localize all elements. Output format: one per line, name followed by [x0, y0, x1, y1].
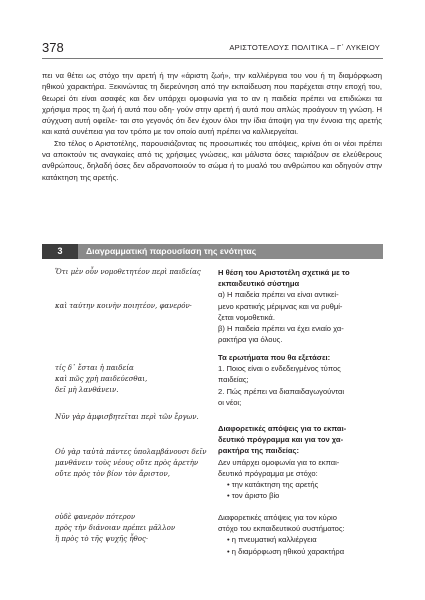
greek-passage-4	[55, 412, 220, 423]
greek-line: ἢ πρὸς τὸ τῆς ψυχῆς ἦθος·	[55, 535, 149, 543]
text-line: όσες ταιριάζουν σε ελεύθερους ανθρώπους, δηλαδή όσες δεν αδρανοποιούν το	[42, 150, 383, 171]
text-line: κατά συνέπεια για τον τρόπο με τον οποίο αυτή πρέπει να καλλιεργείται.	[54, 127, 299, 137]
page-number: 378	[42, 40, 64, 55]
bullet-text: η πνευματική καλλιέργεια	[231, 535, 317, 545]
bullet-item: • η διαμόρφωση ηθικού χαρακτήρα	[227, 546, 345, 556]
running-title: ΑΡΙΣΤΟΤΕΛΟΥΣ ΠΟΛΙΤΙΚΑ – Γ΄ ΛΥΚΕΙΟΥ	[229, 43, 380, 52]
commentary-line: μενο κρατικής μέριμνας και να ρυθμί-	[218, 301, 343, 311]
section-number: 3	[42, 244, 78, 259]
text-line: ότι οι νέοι πρέπει να αποκτούν τις αναγκαίες από τις χρήσιμες γνώσεις, και μάλιστα	[42, 138, 382, 160]
bullet-item: • η πνευματική καλλιέργεια	[227, 535, 317, 545]
text-line: γούν στην αρετή ή αυτά που απλώς προάγουν τη γνώση. Η σύγχυση αυτή οφείλε-	[42, 104, 382, 126]
commentary-block-2	[218, 352, 384, 408]
commentary-line: δευτικό πρόγραμμα με στόχο:	[218, 468, 318, 478]
text-line: που παρέχεται στην εποχή του, θεωρεί ότι είναι ασαφές και δεν υπάρχει ομοφωνία	[42, 82, 382, 103]
bullet-item: • τον άριστο βίο	[227, 491, 280, 501]
commentary-block-4	[218, 512, 384, 557]
commentary-line: Διαφορετικές απόψεις για τον κύριο	[218, 513, 337, 522]
text-line: σώμα ή το μυαλό του ανθρώπου και οδηγούν στην κατάκτηση της αρετής.	[42, 161, 383, 182]
section-header-bar	[42, 244, 383, 259]
bullet-item: • την κατάκτηση της αρετής	[227, 480, 319, 490]
commentary-heading: ρακτήρα της παιδείας:	[218, 446, 300, 456]
greek-passage-5	[55, 447, 220, 480]
greek-line: καὶ ταύτην κοινὴν ποιητέον, φανερόν·	[55, 302, 192, 310]
commentary-heading: δευτικό πρόγραμμα και για τον χα-	[218, 435, 344, 445]
greek-line: μανθάνειν τοὺς νέους οὔτε πρὸς ἀρετὴν	[55, 459, 199, 467]
greek-line: καὶ πῶς χρὴ παιδεύεσθαι,	[55, 375, 148, 383]
intro-paragraph-1	[42, 70, 382, 138]
text-line: πει να θέτει ως στόχο την αρετή ή την «άριστη ζωή», την καλλιέργεια του νου ή τη	[42, 71, 336, 80]
greek-line: οὐδὲ φανερὸν πότερον	[55, 513, 136, 521]
greek-passage-6	[55, 512, 220, 545]
commentary-line: 2. Πώς πρέπει να διαπαιδαγωγούνται	[218, 386, 345, 396]
text-line: ται στο γεγονός ότι δεν έχουν όλοι την ίδια άποψη για την έννοια της αρετής και	[42, 116, 383, 137]
greek-line: δεῖ μὴ λανθάνειν.	[55, 386, 119, 394]
commentary-line: στόχο του εκπαιδευτικού συστήματος:	[218, 524, 345, 534]
greek-line: Οὐ γὰρ ταὐτὰ πάντες ὑπολαμβάνουσι δεῖν	[55, 448, 207, 456]
commentary-heading: Η θέση του Αριστοτέλη σχετικά με το	[218, 268, 350, 277]
bullet-text: τον άριστο βίο	[231, 491, 280, 501]
commentary-line: β) Η παιδεία πρέπει να έχει ενιαίο χα-	[218, 324, 344, 334]
commentary-block-3	[218, 423, 384, 501]
commentary-line: ρακτήρα για όλους.	[218, 335, 283, 345]
text-line: διαμόρφωση ηθικού χαρακτήρα. Ξεκινώντας τη διερεύνηση από την εκπαίδευση	[42, 71, 382, 92]
greek-line: τίς δ᾽ ἔσται ἡ παιδεία	[55, 364, 134, 372]
greek-line: πρὸς τὴν διάνοιαν πρέπει μᾶλλον	[55, 524, 176, 532]
page-header	[42, 40, 380, 58]
commentary-block-1	[218, 267, 384, 345]
greek-line: Ὅτι μὲν οὖν νομοθετητέον περὶ παιδείας	[55, 268, 201, 276]
commentary-line: παιδείας;	[218, 375, 249, 385]
text-line: Στο τέλος ο Αριστοτέλης, παρουσιάζοντας τις προσωπικές του απόψεις, κρίνει	[54, 138, 321, 148]
intro-text	[42, 70, 382, 183]
commentary-line: Δεν υπάρχει ομοφωνία για το εκπαι-	[218, 457, 340, 467]
header-divider	[42, 58, 383, 59]
intro-paragraph-2	[42, 138, 382, 183]
text-line: για το αν η παιδεία πρέπει να επιδιώκει τα χρήσιμα προς τη ζωή ή αυτά που οδη-	[42, 93, 383, 114]
greek-passage-2	[55, 301, 220, 312]
bullet-text: την κατάκτηση της αρετής	[231, 480, 319, 490]
commentary-line: 1. Ποιος είναι ο ενδεδειγμένος τύπος	[218, 364, 341, 374]
greek-passage-3	[55, 363, 220, 396]
bullet-text: η διαμόρφωση ηθικού χαρακτήρα	[231, 546, 345, 556]
commentary-line: οι νέοι;	[218, 397, 242, 407]
greek-line: οὔτε πρὸς τὸν βίον τὸν ἄριστον,	[55, 470, 170, 478]
section-title: Διαγραμματική παρουσίαση της ενότητας	[86, 246, 257, 256]
commentary-heading: Διαφορετικές απόψεις για το εκπαι-	[218, 424, 347, 433]
commentary-line: ζεται νομοθετικά.	[218, 312, 275, 322]
commentary-heading: εκπαιδευτικό σύστημα	[218, 279, 300, 289]
commentary-heading: Τα ερωτήματα που θα εξετάσει:	[218, 353, 331, 362]
commentary-line: α) Η παιδεία πρέπει να είναι αντικεί-	[218, 290, 339, 300]
greek-line: Νῦν γὰρ ἀμφισβητεῖται περὶ τῶν ἔργων.	[55, 413, 199, 421]
greek-passage-1	[55, 267, 220, 278]
